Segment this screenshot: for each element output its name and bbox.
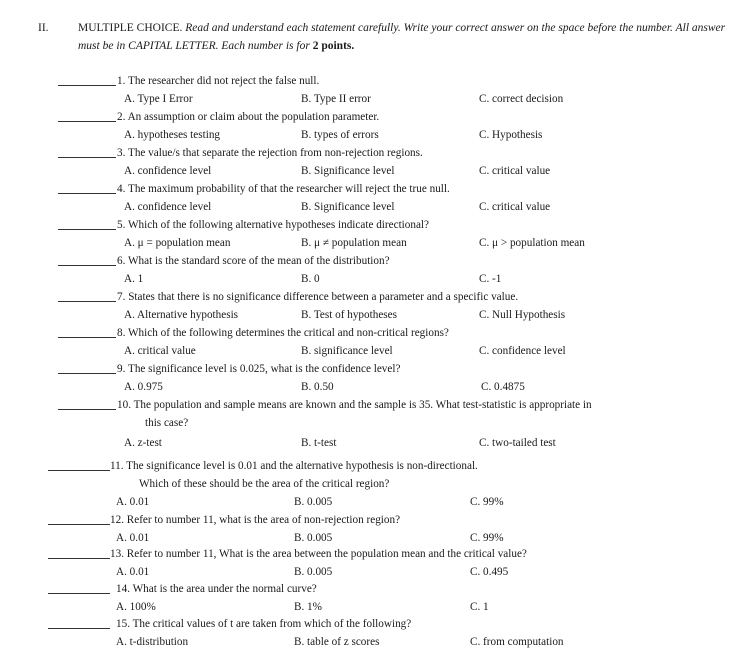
option-a: A. confidence level [124,201,212,213]
option-b: B. types of errors [301,129,379,141]
option-c: C. 0.495 [470,566,509,578]
section-number: II. [38,22,49,34]
option-c: C. 99% [470,532,504,544]
question-text: 7. States that there is no significance difference between a parameter and a specific value. [117,291,519,303]
option-c: C. Null Hypothesis [479,309,566,321]
option-c: C. critical value [479,165,551,177]
question-text: 12. Refer to number 11, what is the area of non-rejection region? [110,514,401,526]
option-b: B. 0.50 [301,381,334,393]
question-text: 2. An assumption or claim about the population parameter. [117,111,380,123]
option-c: C. critical value [479,201,551,213]
answer-blank[interactable] [58,229,116,230]
option-b: B. 0.005 [294,566,333,578]
option-c: C. 0.4875 [481,381,525,393]
option-c: C. confidence level [479,345,566,357]
option-b: B. 0.005 [294,496,333,508]
instructions-text [78,19,728,55]
answer-blank[interactable] [48,524,110,525]
question-text: 11. The significance level is 0.01 and the alternative hypothesis is non-directional. [110,460,478,472]
answer-blank[interactable] [58,265,116,266]
option-b: B. Significance level [301,165,395,177]
question-text: 10. The population and sample means are known and the sample is 35. What test-statistic is appropriate in [117,399,592,411]
question-text: 13. Refer to number 11, What is the area between the population mean and the critical value? [110,548,527,560]
option-b: B. μ ≠ population mean [301,237,407,249]
option-a: A. Type I Error [124,93,193,105]
option-b: B. 0 [301,273,320,285]
option-a: A. μ = population mean [124,237,231,249]
option-a: A. t-distribution [116,636,189,648]
question-text: 3. The value/s that separate the rejection from non-rejection regions. [117,147,423,159]
option-a: A. hypotheses testing [124,129,221,141]
option-c: C. from computation [470,636,564,648]
option-b: B. Significance level [301,201,395,213]
answer-blank[interactable] [48,470,110,471]
section-title: MULTIPLE CHOICE. [78,22,183,34]
answer-blank[interactable] [58,301,116,302]
answer-blank[interactable] [48,558,110,559]
option-b: B. significance level [301,345,393,357]
option-a: A. 0.975 [124,381,163,393]
option-a: A. critical value [124,345,196,357]
answer-blank[interactable] [58,157,116,158]
answer-blank[interactable] [58,193,116,194]
question-text: 9. The significance level is 0.025, what is the confidence level? [117,363,401,375]
answer-blank[interactable] [58,373,116,374]
option-b: B. Test of hypotheses [301,309,397,321]
question-text-continued: this case? [145,417,189,429]
question-text: 15. The critical values of t are taken from which of the following? [116,618,412,630]
answer-blank[interactable] [48,628,110,629]
option-a: A. Alternative hypothesis [124,309,239,321]
answer-blank[interactable] [58,337,116,338]
option-c: C. -1 [479,273,502,285]
option-b: B. t-test [301,437,337,449]
answer-blank[interactable] [58,121,116,122]
option-a: A. 100% [116,601,156,613]
option-a: A. 1 [124,273,144,285]
question-text-continued: Which of these should be the area of the critical region? [139,478,390,490]
option-c: C. 99% [470,496,504,508]
option-c: C. two-tailed test [479,437,556,449]
option-c: C. 1 [470,601,489,613]
answer-blank[interactable] [58,409,116,410]
question-text: 1. The researcher did not reject the false null. [117,75,320,87]
answer-blank[interactable] [48,593,110,594]
answer-blank[interactable] [58,85,116,86]
option-b: B. table of z scores [294,636,380,648]
option-c: C. Hypothesis [479,129,543,141]
option-a: A. confidence level [124,165,212,177]
option-b: B. 1% [294,601,322,613]
question-text: 6. What is the standard score of the mean of the distribution? [117,255,390,267]
question-text: 5. Which of the following alternative hypotheses indicate directional? [117,219,430,231]
question-text: 4. The maximum probability of that the researcher will reject the true null. [117,183,450,195]
points-label: 2 points. [312,40,355,52]
question-text: 8. Which of the following determines the critical and non-critical regions? [117,327,449,339]
option-a: A. z-test [124,437,162,449]
option-a: A. 0.01 [116,532,150,544]
option-c: C. correct decision [479,93,564,105]
option-a: A. 0.01 [116,566,150,578]
option-c: C. μ > population mean [479,237,585,249]
question-text: 14. What is the area under the normal curve? [116,583,317,595]
option-b: B. 0.005 [294,532,333,544]
option-b: B. Type II error [301,93,371,105]
instructions-body: Read and understand each statement carefully. Write your correct answer on the space before the number. All answer must be in CAPITAL LETTER. Each number is for [78,22,726,52]
option-a: A. 0.01 [116,496,150,508]
